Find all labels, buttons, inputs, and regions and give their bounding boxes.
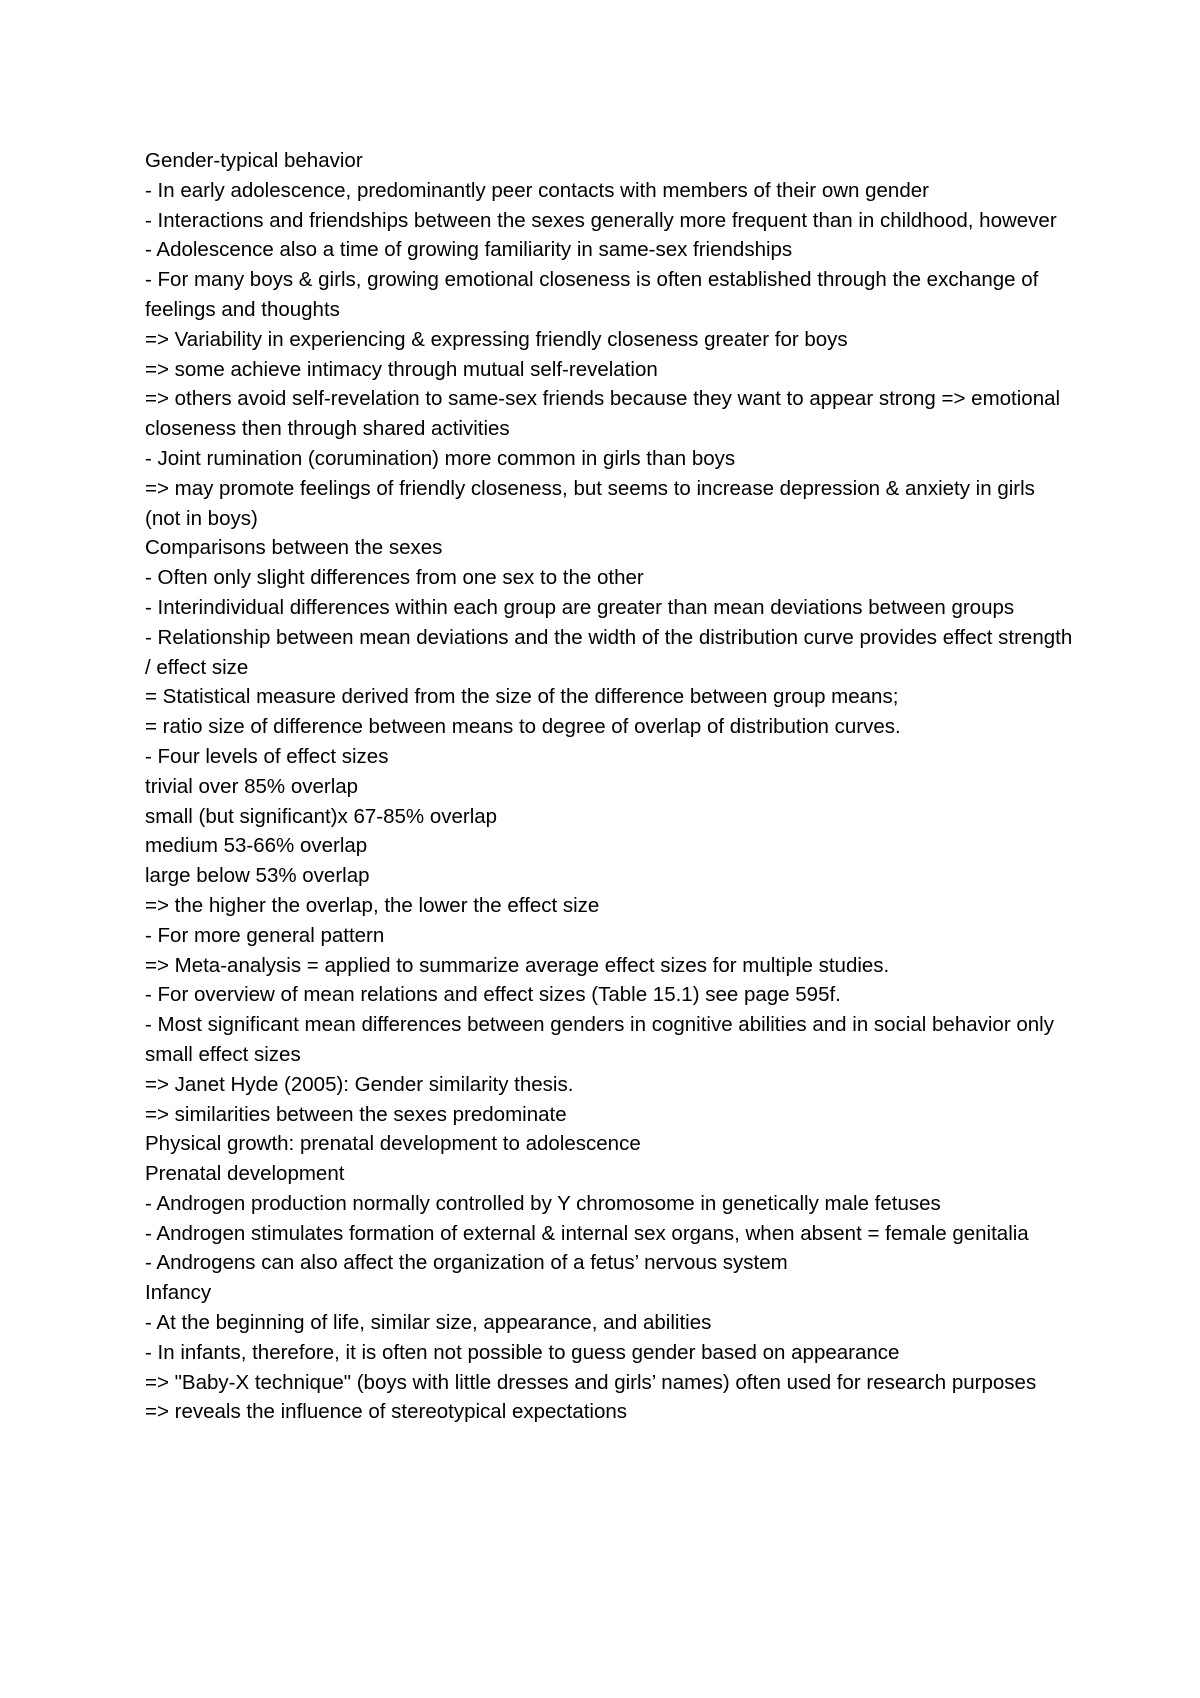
text-line: - Androgen production normally controlled by Y chromosome in genetically male fetuses — [145, 1191, 941, 1215]
text-line: = Statistical measure derived from the size of the difference between group means; — [145, 685, 899, 709]
text-line: => may promote feelings of friendly closeness, but seems to increase depression & anxiety in girls (not in boys) — [145, 476, 1041, 530]
text-line: - Interindividual differences within each group are greater than mean deviations between groups — [145, 595, 1015, 619]
text-line: => reveals the influence of stereotypical expectations — [145, 1400, 628, 1424]
text-line: = ratio size of difference between means to degree of overlap of distribution curves. — [145, 715, 901, 739]
text-line: medium 53-66% overlap — [145, 834, 368, 858]
text-line: - Most significant mean differences between genders in cognitive abilities and in social behavior only small effect sizes — [145, 1013, 1060, 1066]
text-line: - Joint rumination (corumination) more common in girls than boys — [145, 446, 736, 470]
text-line: Comparisons between the sexes — [145, 536, 443, 560]
text-line: trivial over 85% overlap — [145, 774, 359, 798]
text-line: => the higher the overlap, the lower the effect size — [145, 893, 600, 917]
text-line: large below 53% overlap — [145, 864, 370, 888]
text-line: Infancy — [145, 1281, 212, 1305]
text-line: - Four levels of effect sizes — [145, 744, 389, 768]
text-line: => others avoid self-revelation to same-sex friends because they want to appear strong => emotional closeness then through shared activities — [145, 387, 1066, 441]
text-line: Prenatal development — [145, 1162, 345, 1186]
text-line: - Often only slight differences from one sex to the other — [145, 566, 644, 590]
text-line: => Janet Hyde (2005): Gender similarity thesis. — [145, 1072, 574, 1096]
text-line: => Meta-analysis = applied to summarize average effect sizes for multiple studies. — [145, 953, 890, 977]
text-line: - In early adolescence, predominantly peer contacts with members of their own gender — [145, 178, 929, 202]
text-line: Physical growth: prenatal development to adolescence — [145, 1132, 641, 1156]
text-line: - Androgens can also affect the organization of a fetus’ nervous system — [145, 1251, 788, 1275]
text-line: => some achieve intimacy through mutual self-revelation — [145, 357, 658, 381]
text-line: small (but significant)x 67-85% overlap — [145, 804, 498, 828]
text-line: - In infants, therefore, it is often not possible to guess gender based on appearance — [145, 1340, 900, 1364]
text-line: => "Baby-X technique" (boys with little dresses and girls’ names) often used for research purposes — [145, 1370, 1037, 1394]
text-line: - For more general pattern — [145, 923, 385, 947]
text-line: Gender-typical behavior — [145, 149, 363, 172]
text-line: - Androgen stimulates formation of external & internal sex organs, when absent = female genitalia — [145, 1221, 1029, 1245]
text-line: - Relationship between mean deviations and the width of the distribution curve provides effect strength / effect size — [145, 625, 1078, 679]
document-body — [145, 146, 1078, 1427]
text-line: => Variability in experiencing & expressing friendly closeness greater for boys — [145, 327, 848, 351]
text-line: - For overview of mean relations and effect sizes (Table 15.1) see page 595f. — [145, 983, 841, 1007]
text-line: - Interactions and friendships between the sexes generally more frequent than in childhood, however — [145, 208, 1057, 232]
text-line: => similarities between the sexes predominate — [145, 1102, 567, 1126]
text-line: - For many boys & girls, growing emotional closeness is often established through the exchange of feelings and thoughts — [145, 268, 1045, 321]
text-line: - At the beginning of life, similar size, appearance, and abilities — [145, 1311, 712, 1335]
text-line: - Adolescence also a time of growing familiarity in same-sex friendships — [145, 238, 793, 262]
